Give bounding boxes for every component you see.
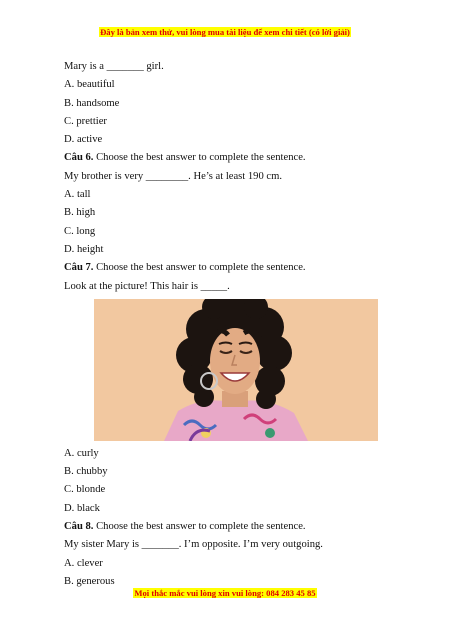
q6-option-c: C. long: [64, 225, 96, 237]
contact-banner: [0, 588, 450, 598]
q6-heading: [64, 149, 394, 167]
q7-option-d: D. black: [64, 502, 100, 514]
q8-option-a: A. clever: [64, 557, 103, 569]
document-body: [64, 58, 394, 591]
q6-instruction: Choose the best answer to complete the sentence.: [96, 152, 306, 164]
preview-banner: [0, 27, 450, 37]
q7-number: Câu 7.: [64, 262, 94, 274]
q5-stem: Mary is a _______ girl.: [64, 61, 164, 72]
q6-option-a: A. tall: [64, 189, 91, 201]
q5-option-d: D. active: [64, 134, 103, 146]
q8-stem: My sister Mary is _______. I’m opposite. I’m very outgoing.: [64, 539, 323, 551]
q8-heading: [64, 518, 394, 536]
preview-banner-text: Đây là bản xem thử, vui lòng mua tài liệu để xem chi tiết (có lời giải): [100, 27, 350, 37]
q7-option-b: B. chubby: [64, 466, 108, 478]
curly-hair-photo: [94, 299, 378, 441]
q8-option-b: B. generous: [64, 575, 115, 587]
contact-banner-text: Mọi thắc mắc vui lòng xin vui lòng: 084 283 45 85: [134, 588, 316, 598]
q8-number: Câu 8.: [64, 521, 94, 533]
q6-option-d: D. height: [64, 243, 104, 255]
q5-option-a: A. beautiful: [64, 79, 115, 91]
q7-stem: Look at the picture! This hair is _____.: [64, 280, 230, 292]
q7-instruction: Choose the best answer to complete the sentence.: [96, 262, 306, 274]
q7-heading: [64, 259, 394, 277]
q6-stem: My brother is very ________. He’s at least 190 cm.: [64, 170, 283, 182]
q5-option-b: B. handsome: [64, 97, 120, 109]
q8-instruction: Choose the best answer to complete the sentence.: [96, 521, 306, 533]
q7-option-c: C. blonde: [64, 484, 106, 496]
q5-option-c: C. prettier: [64, 115, 107, 127]
q7-option-a: A. curly: [64, 447, 99, 459]
q6-number: Câu 6.: [64, 152, 94, 164]
q6-option-b: B. high: [64, 207, 96, 219]
smiling-woman-illustration: [94, 299, 378, 441]
